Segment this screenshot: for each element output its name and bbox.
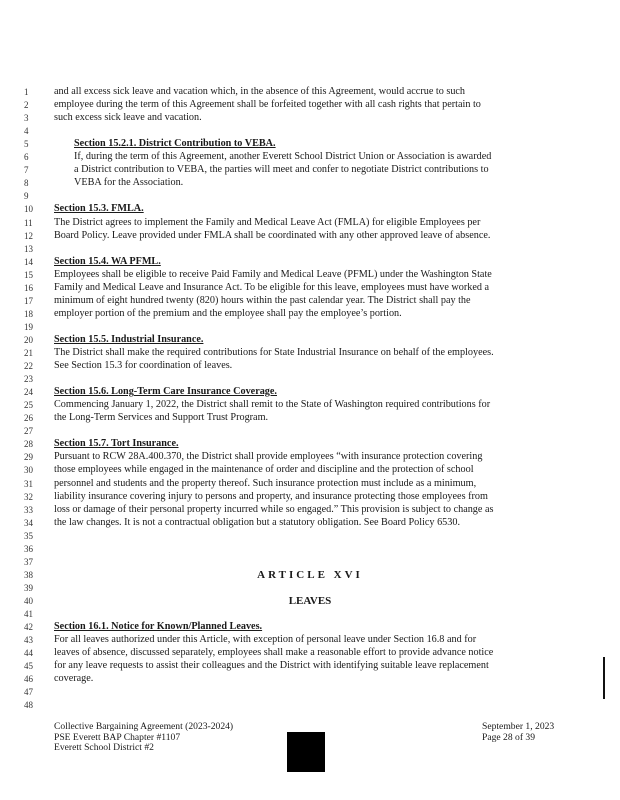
line-number: 12 bbox=[24, 230, 33, 241]
line-text: VEBA for the Association. bbox=[74, 177, 184, 189]
document-line bbox=[0, 230, 620, 242]
section-heading: Section 15.7. Tort Insurance. bbox=[54, 438, 179, 450]
line-number: 4 bbox=[24, 126, 29, 137]
section-heading: Section 15.4. WA PFML. bbox=[54, 255, 161, 267]
line-number: 27 bbox=[24, 426, 33, 437]
document-line bbox=[0, 399, 620, 411]
document-line bbox=[0, 582, 620, 594]
section-heading: Section 16.1. Notice for Known/Planned Leaves. bbox=[54, 621, 263, 633]
line-number: 3 bbox=[24, 113, 29, 124]
article-subtitle: LEAVES bbox=[288, 594, 332, 607]
line-text: loss or damage of their personal property incurred while so engaged.” This provision is subject to change as bbox=[54, 503, 494, 515]
line-number: 47 bbox=[24, 687, 33, 698]
document-line bbox=[0, 660, 620, 672]
line-text: coverage. bbox=[54, 673, 94, 685]
document-line bbox=[0, 177, 620, 189]
line-number: 48 bbox=[24, 700, 33, 711]
section-heading: Section 15.3. FMLA. bbox=[54, 203, 144, 215]
line-text: the Long-Term Services and Support Trust Program. bbox=[54, 412, 269, 424]
line-text: See Section 15.3 for coordination of leaves. bbox=[54, 360, 233, 372]
document-line bbox=[0, 451, 620, 463]
line-text: those employees while engaged in the maintenance of order and discipline and the protection of school bbox=[54, 464, 474, 476]
line-number: 17 bbox=[24, 295, 33, 306]
line-number: 16 bbox=[24, 282, 33, 293]
document-line bbox=[0, 569, 620, 581]
line-text: minimum of eight hundred twenty (820) hours within the past calendar year. The District shall pay the bbox=[54, 294, 471, 306]
line-number: 15 bbox=[24, 269, 33, 280]
document-line bbox=[0, 243, 620, 255]
document-line bbox=[0, 256, 620, 268]
document-line bbox=[0, 295, 620, 307]
document-line bbox=[0, 412, 620, 424]
article-title: ARTICLE XVI bbox=[257, 568, 363, 581]
line-text: employer portion of the premium and the employee shall pay the employee’s portion. bbox=[54, 307, 402, 319]
footer-left bbox=[54, 722, 233, 754]
redaction-box bbox=[287, 732, 325, 772]
line-number: 39 bbox=[24, 582, 33, 593]
document-line bbox=[0, 595, 620, 607]
line-text: the law changes. It is not a contractual obligation but a statutory obligation. See Board Policy 6530. bbox=[54, 516, 460, 528]
line-text: leaves of absence, discussed separately, employees shall make a reasonable effort to provide advance notice bbox=[54, 647, 494, 659]
line-text: The District agrees to implement the Family and Medical Leave Act (FMLA) for eligible Employees per bbox=[54, 216, 481, 228]
document-line bbox=[0, 99, 620, 111]
line-text: and all excess sick leave and vacation which, in the absence of this Agreement, would accrue to such bbox=[54, 86, 466, 97]
document-line bbox=[0, 386, 620, 398]
line-number: 7 bbox=[24, 165, 29, 176]
line-number: 33 bbox=[24, 504, 33, 515]
line-number: 21 bbox=[24, 348, 33, 358]
line-number: 43 bbox=[24, 635, 33, 646]
line-number: 9 bbox=[24, 191, 29, 202]
line-text: for any leave requests to assist their colleagues and the District with identifying suitable leave replacement bbox=[54, 660, 489, 672]
line-number: 34 bbox=[24, 517, 33, 528]
document-line bbox=[0, 464, 620, 476]
line-number: 14 bbox=[24, 256, 33, 267]
line-number: 35 bbox=[24, 530, 33, 541]
line-text: such excess sick leave and vacation. bbox=[54, 112, 202, 124]
document-line bbox=[0, 543, 620, 555]
document-line bbox=[0, 478, 620, 490]
line-number: 44 bbox=[24, 648, 33, 659]
line-text: Board Policy. Leave provided under FMLA shall be coordinated with any other approved leave of absence. bbox=[54, 229, 491, 241]
revision-bar bbox=[603, 657, 605, 699]
line-number: 31 bbox=[24, 478, 33, 489]
document-line bbox=[0, 556, 620, 568]
document-line bbox=[0, 282, 620, 294]
line-number: 22 bbox=[24, 361, 33, 372]
line-number: 42 bbox=[24, 622, 33, 633]
line-number: 28 bbox=[24, 439, 33, 450]
document-line bbox=[0, 203, 620, 215]
line-text: a District contribution to VEBA, the parties will meet and confer to negotiate District contributions to bbox=[74, 164, 489, 176]
line-number: 6 bbox=[24, 152, 29, 163]
document-line bbox=[0, 504, 620, 516]
footer-district: Everett School District #2 bbox=[54, 742, 154, 754]
document-line bbox=[0, 608, 620, 620]
line-number: 24 bbox=[24, 387, 33, 398]
line-number: 8 bbox=[24, 178, 29, 189]
line-number: 37 bbox=[24, 556, 33, 567]
document-line bbox=[0, 673, 620, 685]
line-number: 26 bbox=[24, 413, 33, 424]
document-line bbox=[0, 125, 620, 137]
document-line bbox=[0, 530, 620, 542]
line-number: 46 bbox=[24, 674, 33, 685]
document-line bbox=[0, 491, 620, 503]
document-line bbox=[0, 647, 620, 659]
line-text: Employees shall be eligible to receive Paid Family and Medical Leave (PFML) under the Washington State bbox=[54, 268, 492, 280]
line-text: personnel and students and the property thereof. Such insurance protection must include as a minimum, bbox=[54, 477, 477, 489]
document-line bbox=[0, 190, 620, 202]
document-line bbox=[0, 686, 620, 698]
document-line bbox=[0, 138, 620, 150]
line-text: employee during the term of this Agreement shall be forfeited together with all cash rights that pertain to bbox=[54, 99, 481, 111]
line-number: 38 bbox=[24, 569, 33, 580]
line-number: 40 bbox=[24, 595, 33, 606]
document-line bbox=[0, 621, 620, 633]
footer-chapter: PSE Everett BAP Chapter #1107 bbox=[54, 731, 181, 743]
document-line bbox=[0, 217, 620, 229]
document-line bbox=[0, 112, 620, 124]
document-line bbox=[0, 321, 620, 333]
section-heading: Section 15.5. Industrial Insurance. bbox=[54, 333, 204, 345]
document-line bbox=[0, 151, 620, 163]
line-number: 36 bbox=[24, 543, 33, 554]
line-text: For all leaves authorized under this Article, with exception of personal leave under Section 16.8 and for bbox=[54, 634, 477, 646]
document-line bbox=[0, 438, 620, 450]
line-number: 29 bbox=[24, 452, 33, 463]
document-line bbox=[0, 334, 620, 346]
section-heading: Section 15.6. Long-Term Care Insurance Coverage. bbox=[54, 386, 277, 398]
line-text: The District shall make the required contributions for State Industrial Insurance on behalf of the employees. bbox=[54, 347, 494, 358]
line-number: 41 bbox=[24, 609, 33, 619]
line-number: 45 bbox=[24, 661, 33, 672]
document-line bbox=[0, 425, 620, 437]
document-line bbox=[0, 347, 620, 359]
footer-right bbox=[482, 722, 554, 743]
section-heading: Section 15.2.1. District Contribution to VEBA. bbox=[74, 138, 276, 150]
document-line bbox=[0, 269, 620, 281]
line-text: liability insurance covering injury to persons and property, and insurance protecting those employees from bbox=[54, 490, 488, 502]
document-line bbox=[0, 86, 620, 98]
document-line bbox=[0, 360, 620, 372]
footer-agreement-title: Collective Bargaining Agreement (2023-2024) bbox=[54, 721, 234, 732]
document-line bbox=[0, 308, 620, 320]
line-number: 32 bbox=[24, 491, 33, 502]
document-line bbox=[0, 164, 620, 176]
line-number: 10 bbox=[24, 204, 33, 215]
line-number: 13 bbox=[24, 243, 33, 254]
line-number: 30 bbox=[24, 465, 33, 476]
line-text: Pursuant to RCW 28A.400.370, the District shall provide employees “with insurance protection covering bbox=[54, 451, 483, 463]
line-text: Commencing January 1, 2022, the District shall remit to the State of Washington required contributions for bbox=[54, 399, 491, 411]
line-number: 11 bbox=[24, 217, 33, 228]
line-number: 20 bbox=[24, 334, 33, 345]
document-line bbox=[0, 634, 620, 646]
line-number: 25 bbox=[24, 400, 33, 411]
footer-page-number: Page 28 of 39 bbox=[482, 731, 536, 743]
line-number: 19 bbox=[24, 321, 33, 332]
document-line bbox=[0, 373, 620, 385]
footer-date: September 1, 2023 bbox=[482, 721, 555, 732]
line-number: 18 bbox=[24, 308, 33, 319]
line-number: 1 bbox=[24, 87, 29, 97]
document-line bbox=[0, 699, 620, 711]
line-text: Family and Medical Leave and Insurance Act. To be eligible for this leave, employees must have worked a bbox=[54, 281, 490, 293]
line-number: 23 bbox=[24, 374, 33, 385]
line-text: If, during the term of this Agreement, another Everett School District Union or Association is awarded bbox=[74, 151, 492, 163]
document-line bbox=[0, 517, 620, 529]
line-number: 2 bbox=[24, 100, 29, 111]
line-number: 5 bbox=[24, 139, 29, 150]
